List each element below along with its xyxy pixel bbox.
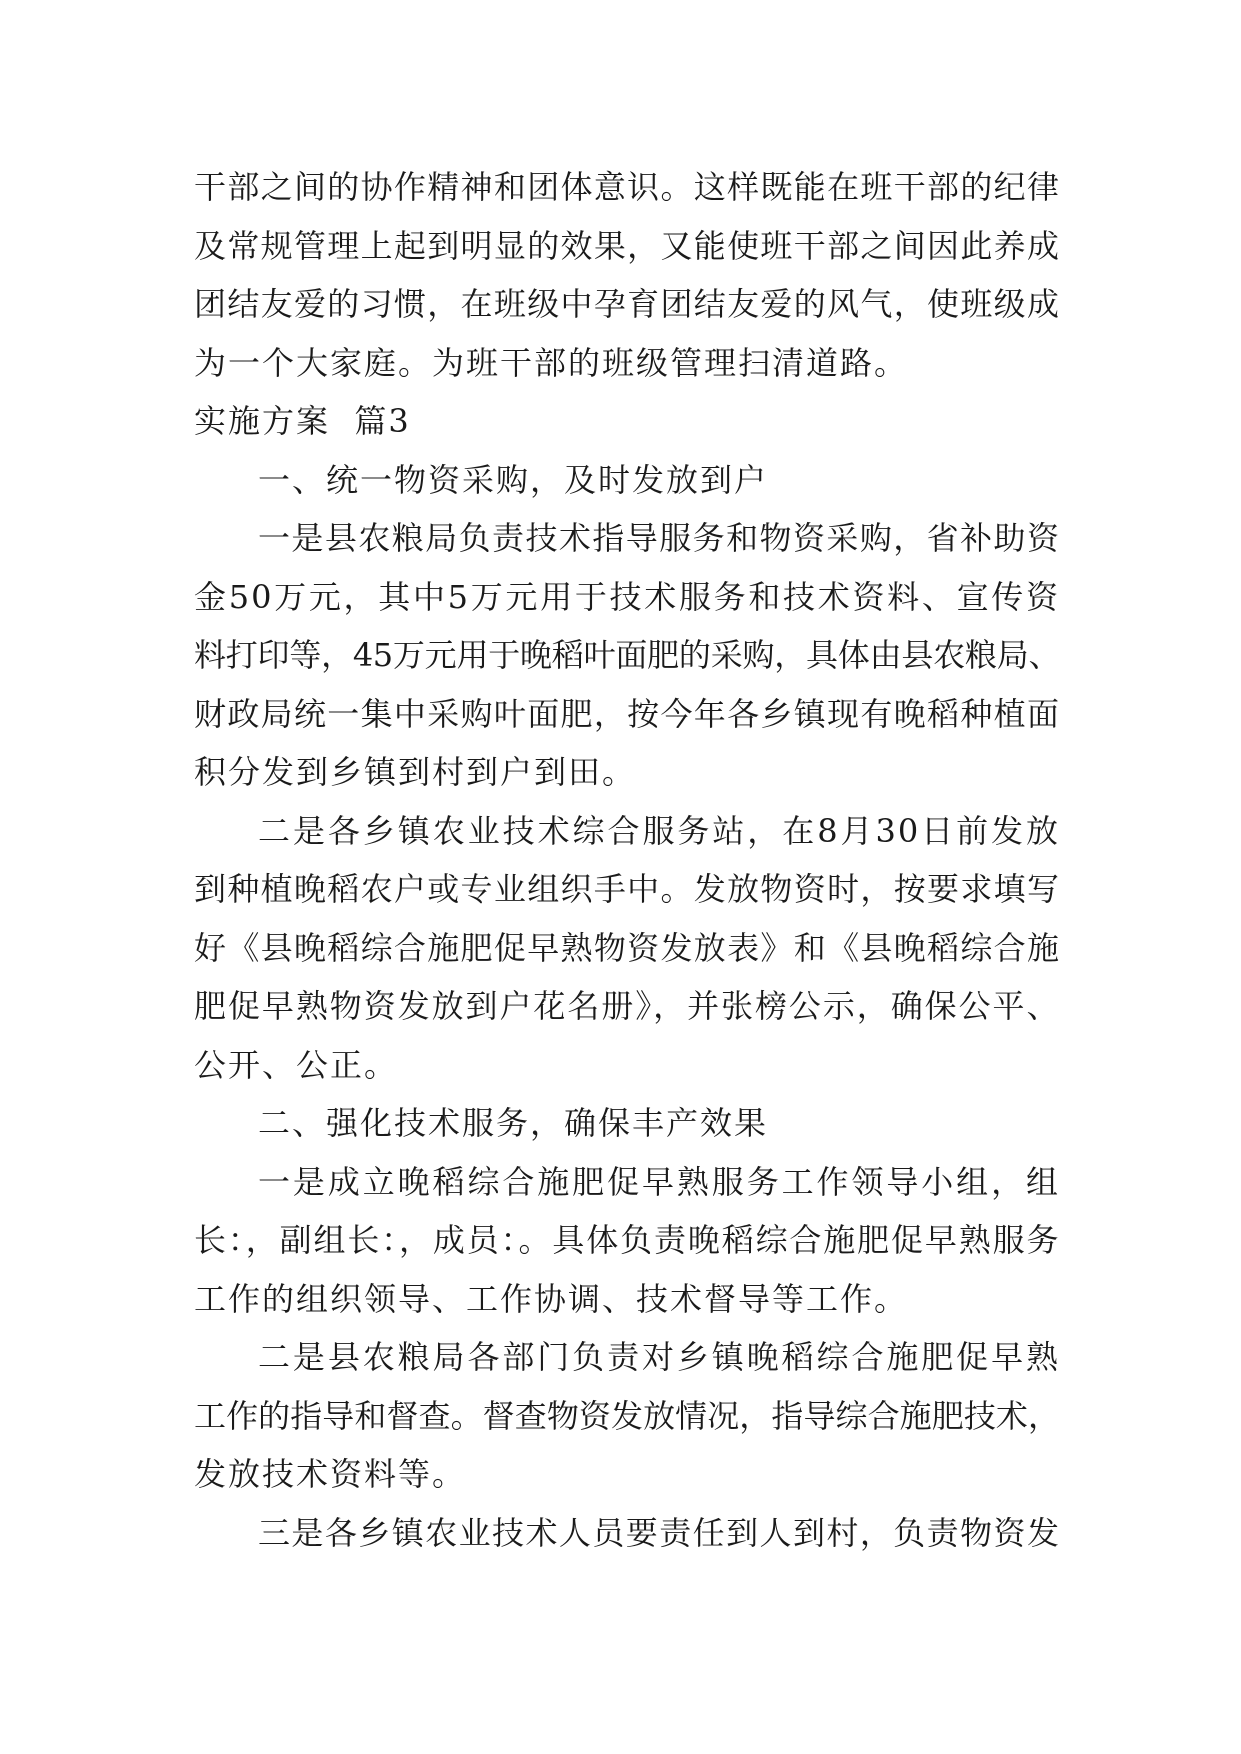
text-line: 肥促早熟物资发放到户花名册》，并张榜公示，确保公平、: [194, 987, 1060, 1025]
body-paragraph: [194, 1328, 1060, 1504]
text-line: 料打印等，45万元用于晚稻叶面肥的采购，具体由县农粮局、: [194, 636, 1060, 674]
text-line: 长：，副组长：，成员：。具体负责晚稻综合施肥促早熟服务: [194, 1221, 1060, 1259]
body-paragraph: [194, 802, 1060, 1095]
text-line: 工作的组织领导、工作协调、技术督导等工作。: [194, 1279, 909, 1318]
heading-text: 一、统一物资采购，及时发放到户: [258, 460, 769, 499]
text-line: 发放技术资料等。: [194, 1455, 467, 1493]
heading-text: 二、强化技术服务，确保丰产效果: [258, 1104, 769, 1142]
heading-2: [194, 1094, 1060, 1153]
heading-1: [194, 451, 1060, 510]
text-line: 为一个大家庭。为班干部的班级管理扫清道路。: [194, 343, 909, 382]
text-line: 二是县农粮局各部门负责对乡镇晚稻综合施肥促早熟: [258, 1338, 1060, 1376]
text-line: 金50万元，其中5万元用于技术服务和技术资料、宣传资: [194, 577, 1060, 616]
text-line: 团结友爱的习惯，在班级中孕育团结友爱的风气，使班级成: [194, 285, 1060, 323]
section-title-text: 实施方案 篇3: [194, 402, 411, 440]
body-paragraph: [194, 1504, 1060, 1563]
text-line: 积分发到乡镇到村到户到田。: [194, 753, 637, 791]
text-line: 公开、公正。: [194, 1045, 399, 1084]
text-line: 到种植晚稻农户或专业组织手中。发放物资时，按要求填写: [194, 870, 1060, 908]
text-line: 财政局统一集中采购叶面肥，按今年各乡镇现有晚稻种植面: [194, 694, 1060, 733]
section-title: [194, 392, 1060, 451]
body-paragraph: [194, 509, 1060, 802]
text-line: 三是各乡镇农业技术人员要责任到人到村，负责物资发: [258, 1513, 1060, 1552]
text-line: 干部之间的协作精神和团体意识。这样既能在班干部的纪律: [194, 168, 1060, 206]
text-line: 二是各乡镇农业技术综合服务站，在8月30日前发放: [258, 811, 1060, 850]
paragraph-continuation: [194, 158, 1060, 392]
body-paragraph: [194, 1153, 1060, 1329]
text-line: 一是成立晚稻综合施肥促早熟服务工作领导小组，组: [258, 1162, 1060, 1201]
text-line: 一是县农粮局负责技术指导服务和物资采购，省补助资: [258, 519, 1060, 557]
text-line: 工作的指导和督查。督查物资发放情况，指导综合施肥技术，: [194, 1396, 1060, 1435]
document-body: [194, 158, 1060, 1562]
text-line: 好《县晚稻综合施肥促早熟物资发放表》和《县晚稻综合施: [194, 928, 1060, 967]
text-line: 及常规管理上起到明显的效果，又能使班干部之间因此养成: [194, 226, 1060, 265]
